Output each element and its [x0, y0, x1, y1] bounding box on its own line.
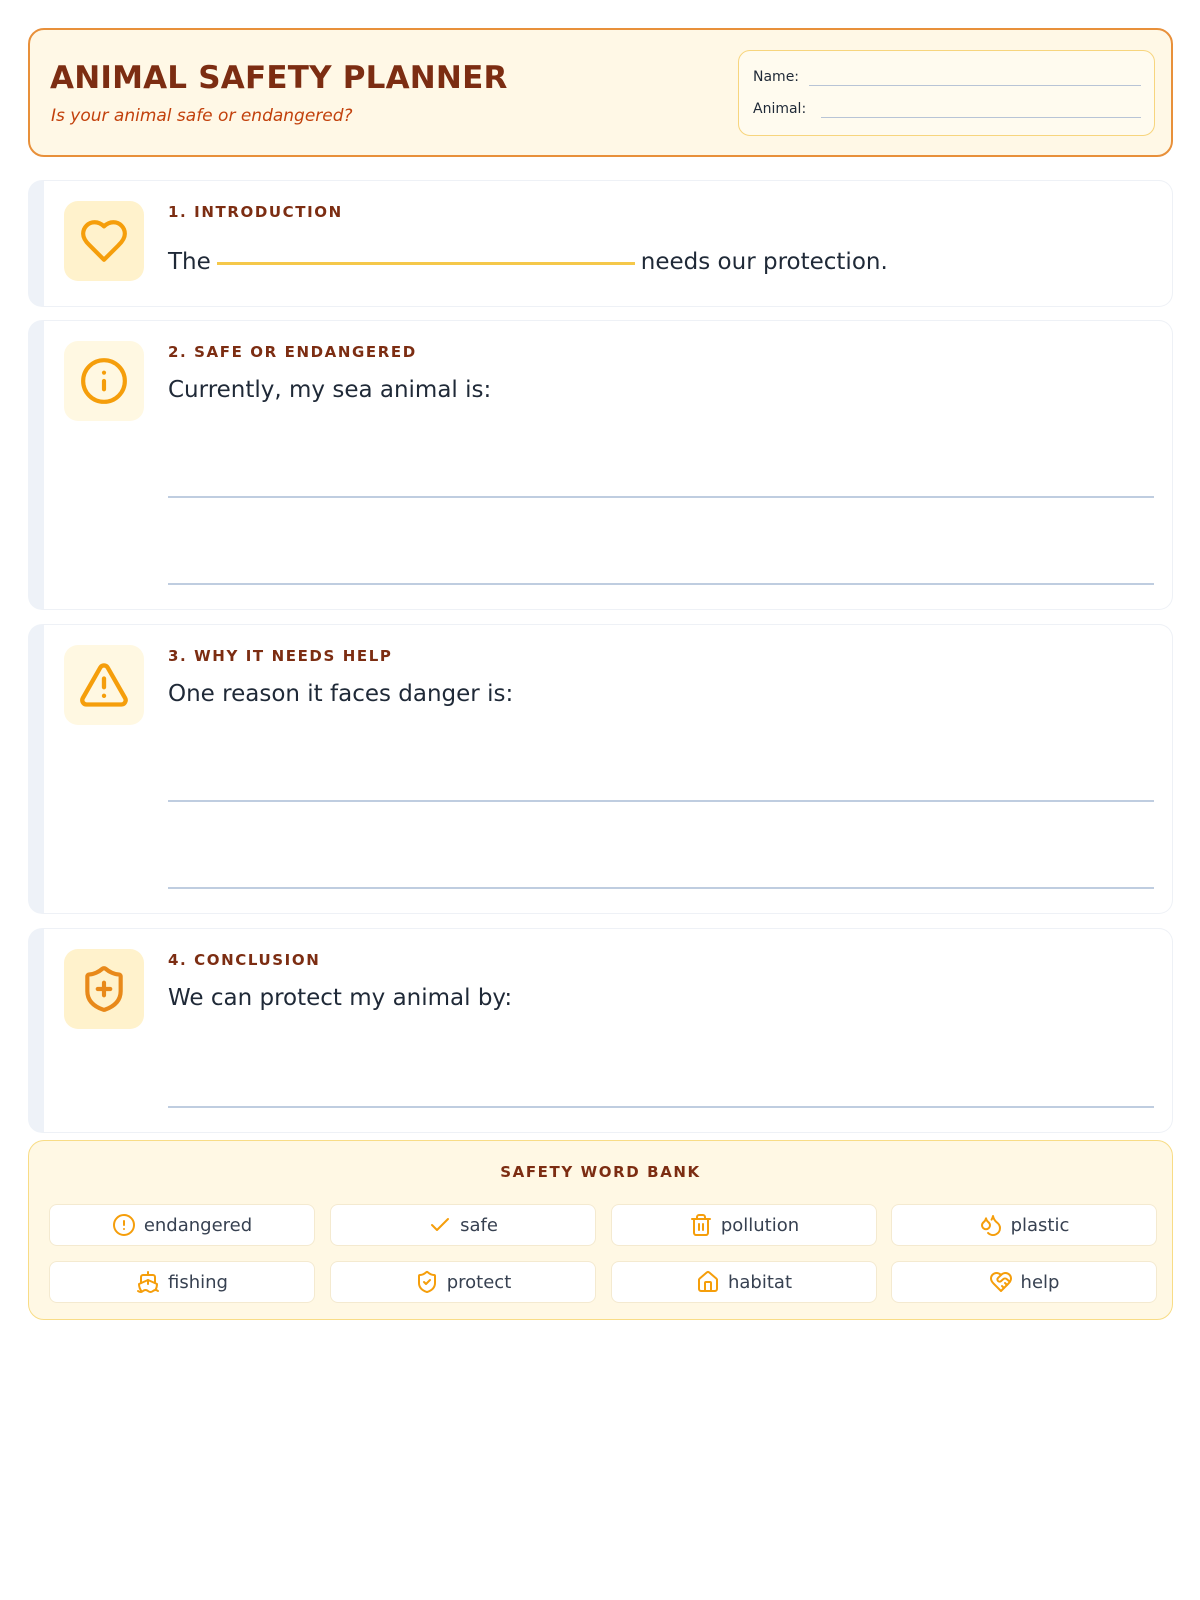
- name-field[interactable]: [809, 85, 1141, 86]
- section-why-it-needs-help: [28, 624, 1173, 914]
- word-bank: [28, 1140, 1173, 1320]
- answer-line-2[interactable]: [168, 583, 1154, 585]
- animal-field[interactable]: [821, 117, 1141, 118]
- ship-icon: [136, 1270, 160, 1294]
- word-label: plastic: [1010, 1214, 1070, 1236]
- alert-circle-icon: [112, 1213, 136, 1237]
- section-prompt: Currently, my sea animal is:: [168, 377, 492, 403]
- section-prompt: One reason it faces danger is:: [168, 681, 514, 707]
- prompt-before: The: [168, 249, 211, 275]
- word-label: safe: [460, 1214, 498, 1236]
- page-subtitle: Is your animal safe or endangered?: [51, 106, 353, 126]
- trash-icon: [689, 1213, 713, 1237]
- prompt-after: needs our protection.: [640, 249, 888, 275]
- word-chip-plastic[interactable]: [891, 1204, 1157, 1246]
- answer-line-1[interactable]: [168, 800, 1154, 802]
- section-label: 1. INTRODUCTION: [168, 203, 343, 221]
- word-chip-protect[interactable]: [330, 1261, 596, 1303]
- warning-icon-tile: [64, 645, 144, 725]
- home-icon: [696, 1270, 720, 1294]
- word-chip-safe[interactable]: [330, 1204, 596, 1246]
- name-row: [753, 65, 799, 85]
- word-bank-title: SAFETY WORD BANK: [500, 1163, 701, 1181]
- section-conclusion: [28, 928, 1173, 1133]
- word-label: help: [1020, 1271, 1060, 1293]
- word-label: habitat: [727, 1271, 792, 1293]
- answer-line-1[interactable]: [168, 496, 1154, 498]
- info-icon: [79, 356, 129, 406]
- answer-line-2[interactable]: [168, 887, 1154, 889]
- heart-icon: [79, 216, 129, 266]
- word-chip-habitat[interactable]: [611, 1261, 877, 1303]
- animal-row: [753, 97, 806, 117]
- shield-icon-tile: [64, 949, 144, 1029]
- section-introduction: [28, 180, 1173, 307]
- answer-line-1[interactable]: [168, 1106, 1154, 1108]
- section-label: 4. CONCLUSION: [168, 951, 321, 969]
- heart-handshake-icon: [989, 1270, 1013, 1294]
- check-icon: [428, 1213, 452, 1237]
- header-panel: [28, 28, 1173, 157]
- name-label: Name:: [753, 69, 800, 85]
- section-label: 3. WHY IT NEEDS HELP: [168, 647, 393, 665]
- word-chip-pollution[interactable]: [611, 1204, 877, 1246]
- page-title: ANIMAL SAFETY PLANNER: [50, 60, 508, 96]
- shield-check-icon: [415, 1270, 439, 1294]
- word-label: fishing: [168, 1271, 228, 1293]
- section-prompt: We can protect my animal by:: [168, 985, 513, 1011]
- name-animal-box: [738, 50, 1155, 136]
- word-chip-fishing[interactable]: [49, 1261, 315, 1303]
- info-icon-tile: [64, 341, 144, 421]
- section-label: 2. SAFE OR ENDANGERED: [168, 343, 417, 361]
- animal-blank-field[interactable]: [217, 262, 635, 265]
- word-label: pollution: [720, 1214, 800, 1236]
- animal-label: Animal:: [753, 101, 807, 117]
- section-safe-or-endangered: [28, 320, 1173, 610]
- droplets-icon: [979, 1213, 1003, 1237]
- heart-icon-tile: [64, 201, 144, 281]
- word-chip-endangered[interactable]: [49, 1204, 315, 1246]
- word-label: endangered: [143, 1214, 253, 1236]
- word-chip-help[interactable]: [891, 1261, 1157, 1303]
- word-label: protect: [446, 1271, 512, 1293]
- shield-plus-icon: [79, 964, 129, 1014]
- section-prompt: [168, 249, 888, 275]
- warning-icon: [78, 659, 130, 711]
